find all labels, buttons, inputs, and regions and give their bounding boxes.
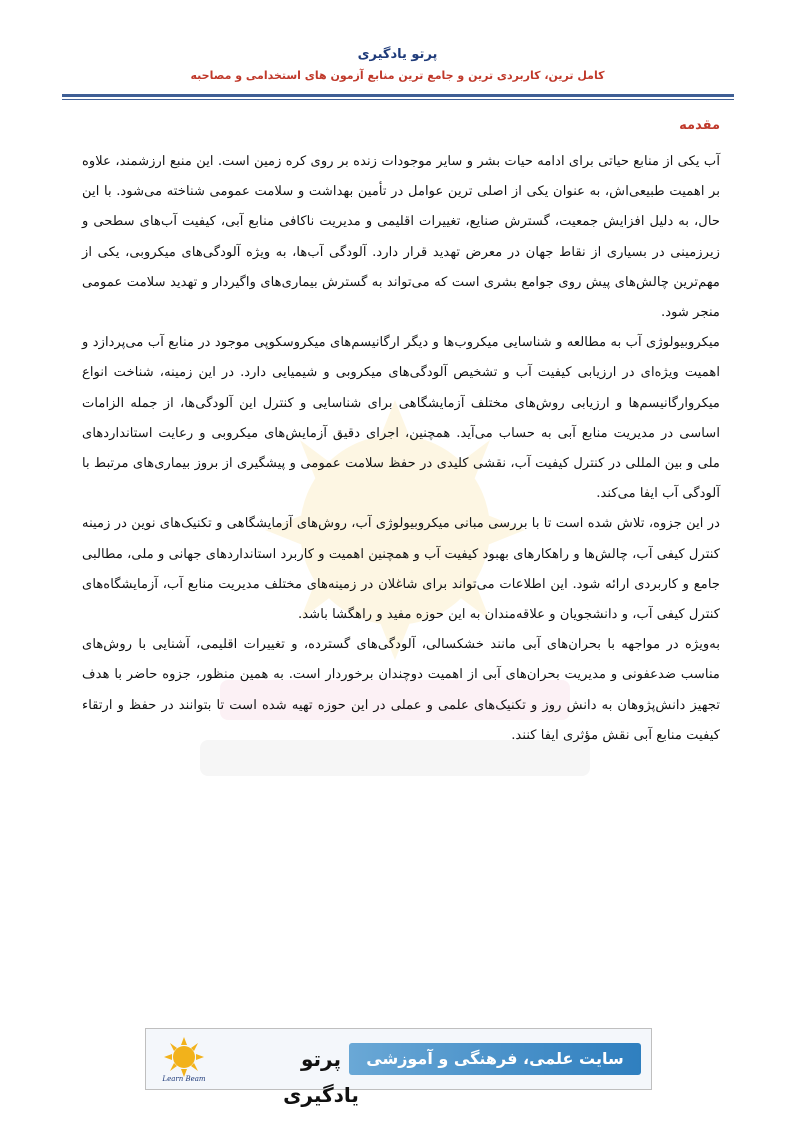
page-header bbox=[0, 46, 795, 84]
footer-brand: پرتو یادگیری bbox=[283, 1047, 359, 1107]
paragraph-scope: در این جزوه، تلاش شده است تا با بررسی مبانی میکروبیولوژی آب، روش‌های آزمایشگاهی و تکنیک‌های نوین در زمینه کنترل کیفی آب، چالش‌ها و راهکارهای بهبود کیفیت آب و همچنین اهمیت و کاربرد استانداردهای جهانی و ملی، مطالبی جامع و کاربردی ارائه شود. این اطلاعات می‌تواند برای شاغلان در زمینه‌های مختلف مدیریت منابع آب، آزمایشگاه‌های کنترل کیفی آب، و دانشجویان و علاقه‌مندان به این حوزه مفید و راهگشا باشد. bbox=[82, 516, 720, 623]
footer-banner[interactable] bbox=[145, 1028, 652, 1107]
document-body bbox=[82, 118, 720, 751]
footer-tagline: سایت علمی، فرهنگی و آموزشی bbox=[349, 1043, 641, 1075]
paragraph-microbiology: میکروبیولوژی آب به مطالعه و شناسایی میکروب‌ها و دیگر ارگانیسم‌های میکروسکوپی موجود در منابع آب می‌پردازد و اهمیت ویژه‌ای در ارزیابی کیفیت آب و تشخیص آلودگی‌های میکروبی و شیمیایی دارد. در این زمینه، شناخت انواع میکروارگانیسم‌ها و ارزیابی روش‌های مختلف آزمایشگاهی برای شناسایی و کنترل این آلودگی‌ها، از جمله الزامات اساسی در مدیریت منابع آبی به حساب می‌آید. همچنین، اجرای دقیق آزمایش‌های میکروبی و رعایت استانداردهای ملی و بین المللی در کنترل کیفیت آب، نقشی کلیدی در حفظ سلامت عمومی و پیشگیری از بروز بیماری‌های مرتبط با آلودگی آب ایفا می‌کند. bbox=[82, 335, 720, 502]
header-rule-thick bbox=[62, 94, 734, 97]
learn-beam-logo-icon bbox=[154, 1035, 214, 1083]
header-title: پرتو یادگیری bbox=[357, 47, 438, 62]
logo-text: Learn Beam bbox=[162, 1075, 206, 1083]
paragraph-conclusion: به‌ویژه در مواجهه با بحران‌های آبی مانند خشکسالی، آلودگی‌های گسترده، و تغییرات اقلیمی، آشنایی با روش‌های مناسب ضدعفونی و مدیریت بحران‌های آبی از اهمیت دوچندان برخوردار است. به همین منظور، جزوه حاضر با هدف تجهیز دانش‌پژوهان به دانش روز و تکنیک‌های علمی و عملی در این حوزه تهیه شده است تا بتوانند در حفظ و ارتقاء کیفیت منابع آبی نقش مؤثری ایفا کنند. bbox=[82, 637, 720, 743]
header-subtitle: کامل ترین، کاربردی ترین و جامع ترین منابع آزمون های استخدامی و مصاحبه bbox=[190, 69, 605, 82]
header-rule-thin bbox=[62, 99, 734, 100]
paragraph-intro: آب یکی از منابع حیاتی برای ادامه حیات بشر و سایر موجودات زنده بر روی کره زمین است. این منبع ارزشمند، علاوه بر اهمیت طبیعی‌اش، به عنوان یکی از اصلی ترین عوامل در تأمین بهداشت و سلامت عمومی شناخته می‌شود. با این حال، به دلیل افزایش جمعیت، گسترش صنایع، تغییرات اقلیمی و مدیریت ناکافی منابع آبی، کیفیت آب‌های سطحی و زیرزمینی در بسیاری از نقاط جهان در معرض تهدید قرار دارد. آلودگی آب‌ها، به ویژه آلودگی‌های میکروبی، یکی از مهم‌ترین چالش‌های پیش روی جوامع بشری است که می‌تواند به گسترش بیماری‌های واگیردار و تهدید سلامت عمومی منجر شود. bbox=[82, 154, 720, 321]
section-title: مقدمه bbox=[679, 118, 720, 133]
